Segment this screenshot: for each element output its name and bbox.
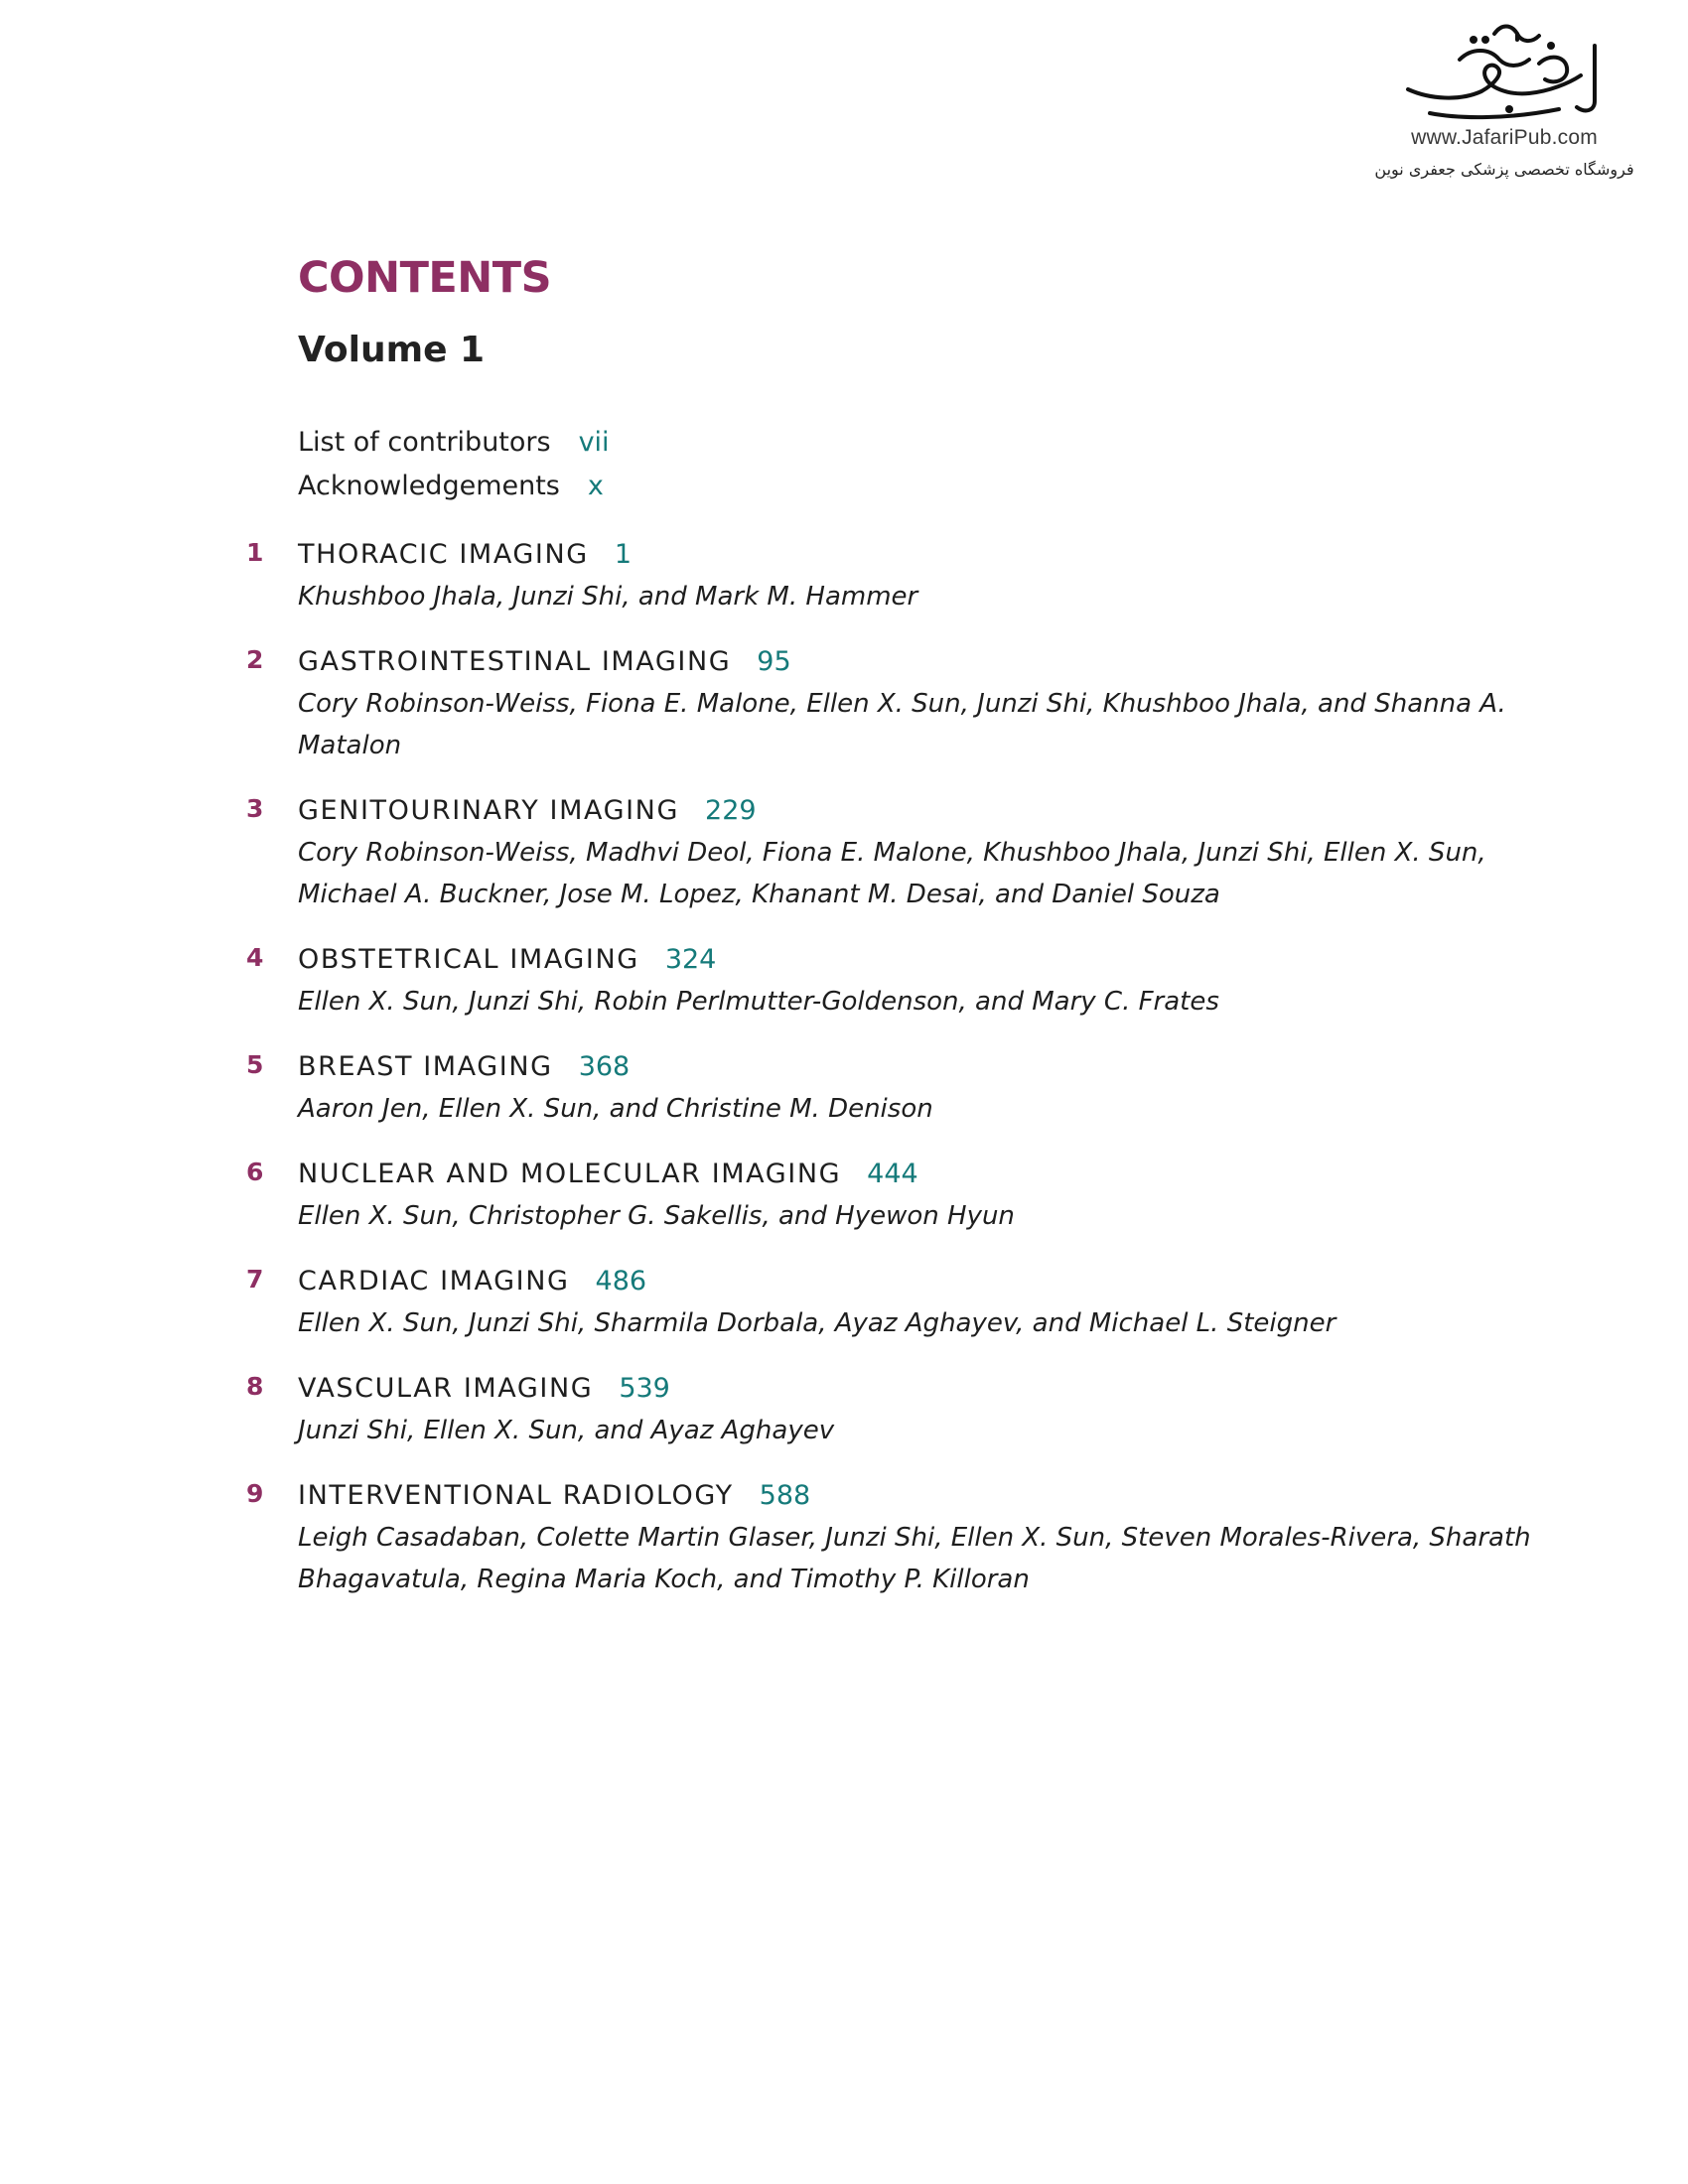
chapter-number: 9	[246, 1478, 264, 1508]
chapter-entry-4[interactable]	[246, 939, 1589, 1023]
front-matter-item-contributors[interactable]	[298, 421, 1589, 465]
chapter-title: THORACIC IMAGING	[298, 538, 589, 570]
chapter-title: OBSTETRICAL IMAGING	[298, 943, 639, 975]
volume-title: Volume 1	[298, 329, 486, 370]
chapter-number: 4	[246, 942, 264, 972]
publisher-logo	[1355, 22, 1653, 179]
jafari-calligraphy-logo-icon	[1400, 22, 1609, 126]
front-matter-list	[298, 421, 1589, 508]
front-matter-label: Acknowledgements	[298, 470, 560, 501]
chapter-page: 1	[614, 538, 633, 570]
chapter-title: CARDIAC IMAGING	[298, 1265, 570, 1297]
chapter-authors: Cory Robinson-Weiss, Fiona E. Malone, Ellen X. Sun, Junzi Shi, Khushboo Jhala, and Shanna A. Matalon	[298, 688, 1506, 760]
chapter-authors: Junzi Shi, Ellen X. Sun, and Ayaz Aghayev	[298, 1415, 835, 1445]
chapter-authors: Aaron Jen, Ellen X. Sun, and Christine M. Denison	[298, 1093, 933, 1124]
front-matter-label: List of contributors	[298, 426, 551, 458]
chapter-authors: Ellen X. Sun, Junzi Shi, Robin Perlmutter-Goldenson, and Mary C. Frates	[298, 986, 1219, 1017]
chapter-entry-6[interactable]	[246, 1154, 1589, 1237]
chapter-number: 7	[246, 1264, 264, 1294]
chapter-entry-5[interactable]	[246, 1046, 1589, 1130]
chapter-title: BREAST IMAGING	[298, 1050, 553, 1082]
front-matter-page: x	[587, 470, 604, 501]
chapter-page: 324	[664, 943, 717, 975]
chapter-entry-8[interactable]	[246, 1368, 1589, 1451]
chapter-entry-3[interactable]	[246, 790, 1589, 915]
chapter-page: 539	[619, 1372, 670, 1404]
chapter-title: VASCULAR IMAGING	[298, 1372, 594, 1404]
chapter-authors: Leigh Casadaban, Colette Martin Glaser, Junzi Shi, Ellen X. Sun, Steven Morales-Rivera, Sharath Bhagavatula, Regina Maria Koch, and Timothy P. Killoran	[298, 1522, 1531, 1594]
chapter-number: 3	[246, 793, 264, 823]
chapter-number: 1	[246, 537, 264, 567]
page-title: CONTENTS	[298, 253, 552, 303]
publisher-url[interactable]: www.JafariPub.com	[1411, 126, 1598, 149]
chapter-entry-1[interactable]	[246, 534, 1589, 617]
chapter-entry-7[interactable]	[246, 1261, 1589, 1344]
chapter-title: GENITOURINARY IMAGING	[298, 794, 680, 826]
chapter-number: 6	[246, 1157, 264, 1186]
chapter-list	[246, 534, 1589, 1600]
publisher-subtitle: فروشگاه تخصصی پزشکی جعفری نوین	[1374, 160, 1634, 179]
front-matter-page: vii	[578, 426, 610, 458]
chapter-page: 95	[757, 645, 791, 677]
chapter-authors: Ellen X. Sun, Junzi Shi, Sharmila Dorbala, Ayaz Aghayev, and Michael L. Steigner	[298, 1307, 1336, 1338]
chapter-entry-9[interactable]	[246, 1475, 1589, 1600]
chapter-number: 5	[246, 1049, 264, 1079]
chapter-authors: Khushboo Jhala, Junzi Shi, and Mark M. Hammer	[298, 581, 918, 612]
chapter-authors: Cory Robinson-Weiss, Madhvi Deol, Fiona E. Malone, Khushboo Jhala, Junzi Shi, Ellen X. Sun, Michael A. Buckner, Jose M. Lopez, Khanant M. Desai, and Daniel Souza	[298, 837, 1486, 909]
chapter-authors: Ellen X. Sun, Christopher G. Sakellis, and Hyewon Hyun	[298, 1200, 1015, 1231]
chapter-title: NUCLEAR AND MOLECULAR IMAGING	[298, 1158, 842, 1189]
chapter-page: 444	[867, 1158, 918, 1189]
table-of-contents	[246, 253, 1589, 1624]
chapter-page: 486	[595, 1265, 647, 1297]
front-matter-item-acknowledgements[interactable]	[298, 465, 1589, 508]
chapter-number: 8	[246, 1371, 264, 1401]
chapter-page: 368	[578, 1050, 631, 1082]
chapter-page: 229	[705, 794, 757, 826]
chapter-entry-2[interactable]	[246, 641, 1589, 766]
chapter-title: GASTROINTESTINAL IMAGING	[298, 645, 732, 677]
chapter-title: INTERVENTIONAL RADIOLOGY	[298, 1479, 734, 1511]
chapter-number: 2	[246, 644, 264, 674]
chapter-page: 588	[759, 1479, 811, 1511]
